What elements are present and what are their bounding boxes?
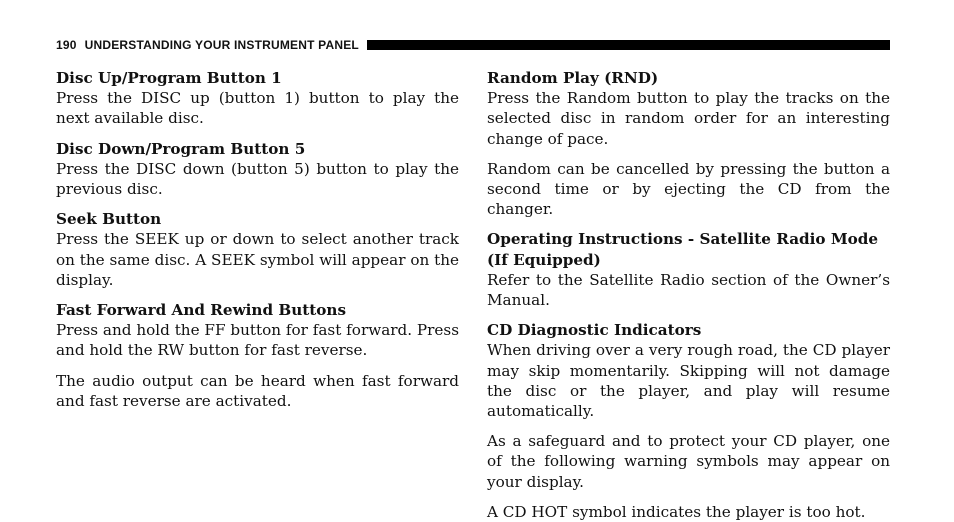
paragraph: Press the Random button to play the tracks on the selected disc in random order for an interesting change of pace. <box>487 89 890 148</box>
paragraph: The audio output can be heard when fast forward and fast reverse are activated. <box>56 371 459 410</box>
paragraph: Refer to the Satellite Radio section of the Owner’s Manual. <box>487 270 890 310</box>
right-column <box>487 68 890 522</box>
paragraph: Press and hold the FF button for fast forward. Press and hold the RW button for fast reverse. <box>56 321 459 360</box>
section-random-play <box>487 68 890 149</box>
section-cd-diagnostic <box>487 320 890 421</box>
paragraph: Press the DISC down (button 5) button to play the previous disc. <box>56 159 459 199</box>
section-title: UNDERSTANDING YOUR INSTRUMENT PANEL <box>84 38 359 52</box>
section-heading: CD Diagnostic Indicators <box>487 321 702 340</box>
section-satellite-radio <box>487 229 890 310</box>
section-heading: Disc Down/Program Button 5 <box>56 139 306 158</box>
paragraph: A CD HOT symbol indicates the player is too hot. <box>487 502 866 521</box>
header-rule <box>367 40 890 50</box>
paragraph: As a safeguard and to protect your CD player, one of the following warning symbols may appear on your display. <box>487 432 890 491</box>
section-disc-up <box>56 68 459 129</box>
section-seek-button <box>56 209 459 290</box>
section-heading: Disc Up/Program Button 1 <box>56 69 282 87</box>
section-disc-down <box>56 139 459 200</box>
left-column <box>56 68 459 411</box>
section-heading: Operating Instructions - Satellite Radio Mode (If Equipped) <box>487 230 879 269</box>
paragraph: Press the SEEK up or down to select another track on the same disc. A SEEK symbol will appear on the display. <box>56 230 459 289</box>
page-number: 190 <box>56 38 77 52</box>
section-heading: Random Play (RND) <box>487 69 659 87</box>
section-fast-forward <box>56 300 459 361</box>
paragraph: Random can be cancelled by pressing the button a second time or by ejecting the CD from the changer. <box>487 159 890 219</box>
section-heading: Seek Button <box>56 210 162 229</box>
section-heading: Fast Forward And Rewind Buttons <box>56 301 346 320</box>
paragraph: Press the DISC up (button 1) button to play the next available disc. <box>56 89 459 128</box>
paragraph: When driving over a very rough road, the CD player may skip momentarily. Skipping will not damage the disc or the player, and play will resume automatically. <box>487 341 890 421</box>
page-header <box>56 38 890 52</box>
